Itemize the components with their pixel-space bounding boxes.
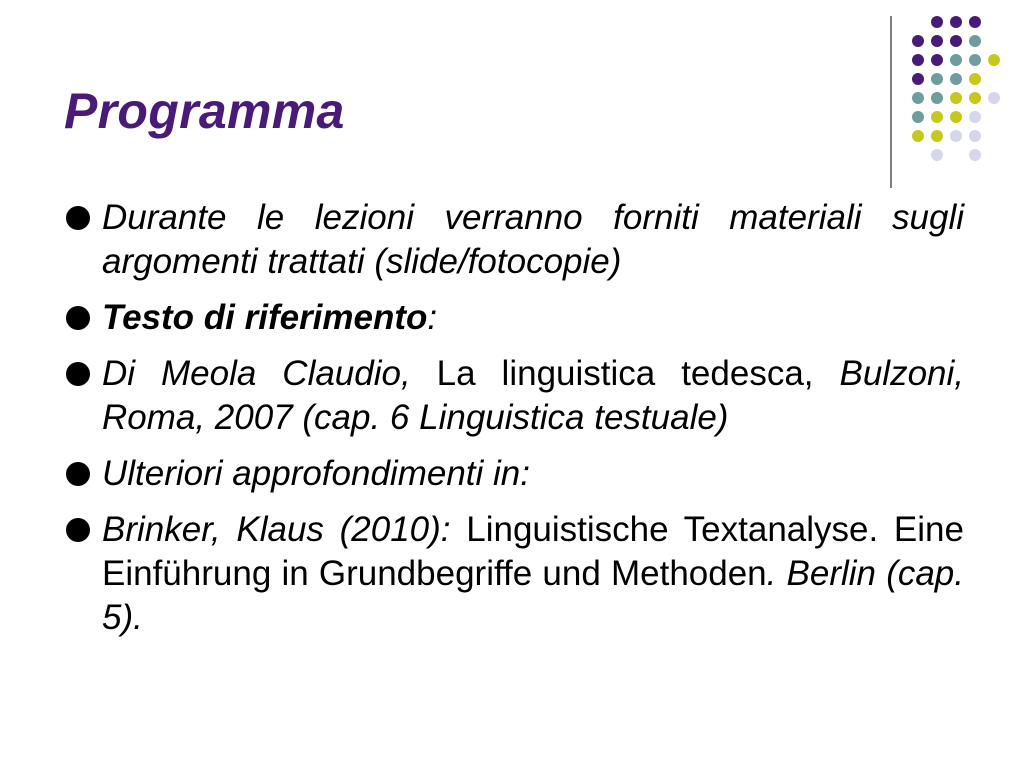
bullet-dot-icon	[66, 306, 90, 330]
decorative-dot	[950, 92, 962, 104]
decorative-dot	[912, 35, 924, 47]
decorative-dot	[931, 35, 943, 47]
bullet-text: :	[427, 298, 438, 337]
bullet-text-author: Di Meola Claudio,	[102, 354, 411, 393]
decorative-dot	[931, 111, 943, 123]
decorative-dot	[912, 92, 924, 104]
decorative-dot	[931, 149, 943, 161]
decorative-dot	[931, 16, 943, 28]
decorative-vertical-line	[890, 16, 892, 188]
decorative-dot	[950, 54, 962, 66]
bullet-text-author: Brinker, Klaus (2010):	[102, 510, 451, 549]
bullet-dot-icon	[66, 518, 90, 542]
bullet-item-testo-riferimento	[62, 296, 964, 340]
decorative-dot	[969, 130, 981, 142]
decorative-dot	[931, 130, 943, 142]
bullet-text-publisher: . Berlin (cap. 5).	[102, 554, 965, 637]
decorative-dot	[931, 54, 943, 66]
bullet-item-brinker	[62, 508, 964, 640]
bullet-text: Durante le lezioni verranno forniti materiali sugli argomenti trattati (slide/fotocopie)	[102, 198, 964, 281]
decorative-dot	[931, 92, 943, 104]
decorative-dot	[950, 130, 962, 142]
decorative-dot	[912, 111, 924, 123]
decorative-dot	[988, 54, 1000, 66]
bullet-item-di-meola	[62, 352, 964, 440]
decorative-dot	[912, 130, 924, 142]
decorative-dot	[950, 111, 962, 123]
bullet-text-publisher: Bulzoni, Roma, 2007 (cap. 6 Linguistica testuale)	[102, 354, 965, 437]
bullet-list	[62, 196, 964, 652]
slide-title: Programma	[64, 83, 345, 139]
decorative-dot	[969, 92, 981, 104]
bullet-item-materiali	[62, 196, 964, 284]
decorative-dot	[969, 54, 981, 66]
decorative-dot	[912, 54, 924, 66]
bullet-text: Ulteriori approfondimenti in:	[102, 454, 530, 493]
decorative-dot	[912, 73, 924, 85]
decorative-dot	[969, 73, 981, 85]
decorative-dot	[950, 35, 962, 47]
decorative-dot	[931, 73, 943, 85]
bullet-text-book-title: La linguistica tedesca,	[410, 354, 840, 393]
decorative-dot	[950, 73, 962, 85]
bullet-text-bold: Testo di riferimento	[102, 298, 428, 337]
bullet-dot-icon	[66, 206, 90, 230]
decorative-dot	[950, 16, 962, 28]
decorative-dot	[969, 149, 981, 161]
bullet-dot-icon	[66, 462, 90, 486]
bullet-text-book-title: Linguistische Textanalyse. Eine Einführung in Grundbegriffe und Methoden	[102, 510, 964, 593]
bullet-dot-icon	[66, 362, 90, 386]
bullet-item-approfondimenti	[62, 452, 964, 496]
decorative-dot	[969, 16, 981, 28]
decorative-dot	[988, 92, 1000, 104]
decorative-dot	[969, 111, 981, 123]
decorative-dot	[969, 35, 981, 47]
